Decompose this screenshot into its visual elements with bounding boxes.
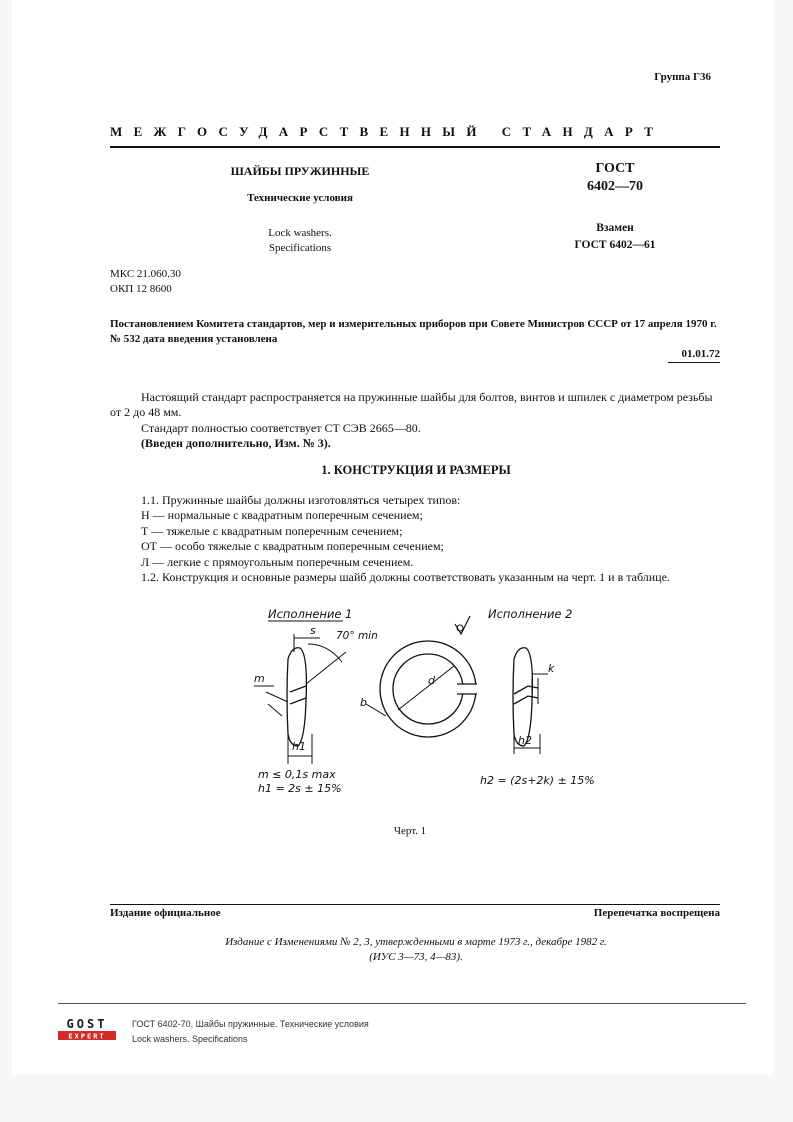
mks-code: МКС 21.060.30 xyxy=(110,268,181,280)
date-underline xyxy=(668,362,720,363)
amendments-line2: (ИУС 3—73, 4—83). xyxy=(369,951,463,963)
clause-1-2: 1.2. Конструкция и основные размеры шайб должны соответствовать указанным на черт. 1 и в таблице. xyxy=(141,570,670,584)
list-item: ОТ — особо тяжелые с квадратным поперечным сечением; xyxy=(141,539,444,554)
list-item: Т — тяжелые с квадратным поперечным сечением; xyxy=(141,523,403,538)
english-title xyxy=(200,226,400,256)
logo-top-text: GOST xyxy=(66,1017,108,1031)
washer-inner-circle xyxy=(393,654,463,724)
bottom-rule xyxy=(58,1003,746,1004)
footer-rule xyxy=(110,904,720,905)
dim-k-label: k xyxy=(548,662,555,675)
formula-m: m ≤ 0,1s max xyxy=(258,768,336,781)
dim-m-label: m xyxy=(254,672,265,685)
gost-expert-logo xyxy=(58,1017,116,1041)
angle-leader xyxy=(306,652,346,684)
intro-paragraph: Настоящий стандарт распространяется на пружинные шайбы для болтов, винтов и шпилек с диаметром резьбы от 2 до 48 мм. xyxy=(110,390,713,420)
dim-d-label: d xyxy=(428,674,435,687)
logo-bottom-text: EXPERT xyxy=(68,1032,106,1041)
section-heading: 1. КОНСТРУКЦИЯ И РАЗМЕРЫ xyxy=(321,463,511,477)
replaces-block xyxy=(540,220,690,254)
split-gap-mask xyxy=(453,684,477,694)
variant-1-label: Исполнение 1 xyxy=(268,607,353,621)
intro-compliance: Стандарт полностью соответствует СТ СЭВ 2665—80. xyxy=(141,421,421,435)
list-item: Л — легкие с прямоугольным поперечным сечением. xyxy=(141,554,414,569)
replaces-label: Взамен xyxy=(596,222,634,234)
bottom-line1: ГОСТ 6402-70, Шайбы пружинные. Технические условия xyxy=(132,1019,369,1029)
dim-h2-label: h2 xyxy=(518,734,532,747)
washer-drawing xyxy=(248,604,598,799)
figure-caption: Черт. 1 xyxy=(393,825,427,837)
formula-h2: h2 = (2s+2k) ± 15% xyxy=(480,774,595,787)
english-title-line1: Lock washers. xyxy=(268,227,332,239)
amendments-line1: Издание с Изменениями № 2, 3, утвержденными в марте 1973 г., декабре 1982 г. xyxy=(225,936,607,948)
standard-banner xyxy=(110,124,720,140)
list-item: Н — нормальные с квадратным поперечным сечением; xyxy=(141,508,423,523)
bent-tab-a xyxy=(514,686,538,694)
dim-s-label: s xyxy=(310,624,316,637)
bent-tab-b xyxy=(514,696,538,704)
dim-b-label: b xyxy=(360,696,367,709)
diameter-line xyxy=(398,666,454,710)
banner-left: МЕЖГОСУДАРСТВЕННЫЙ xyxy=(110,124,488,139)
reprint-note: Перепечатка воспрещена xyxy=(593,907,720,919)
english-title-line2: Specifications xyxy=(268,242,332,254)
dim-m-leader xyxy=(266,692,288,702)
doc-subtitle: Технические условия xyxy=(247,192,353,204)
list-item: 1.1. Пружинные шайбы должны изготовляться четырех типов: xyxy=(141,493,461,507)
formula-h1: h1 = 2s ± 15% xyxy=(258,782,342,795)
washer-side-view-1 xyxy=(287,648,306,746)
intro-amendment-note: (Введен дополнительно, Изм. № 3). xyxy=(141,436,331,450)
group-code: Группа Г36 xyxy=(654,71,711,83)
replaces-number: ГОСТ 6402—61 xyxy=(574,239,656,251)
banner-rule xyxy=(110,146,720,148)
banner-right: СТАНДАРТ xyxy=(501,124,665,139)
angle-label: 70° min xyxy=(336,630,378,642)
edition-note: Издание официальное xyxy=(110,907,221,919)
classification-codes xyxy=(110,267,181,297)
bottom-doc-info xyxy=(132,1017,369,1047)
gost-number: 6402—70 xyxy=(587,179,643,194)
amendments-note xyxy=(110,935,722,965)
bottom-line2: Lock washers. Specifications xyxy=(132,1034,248,1044)
variant-2-label: Исполнение 2 xyxy=(488,607,573,621)
types-list xyxy=(110,493,722,570)
gost-number-block xyxy=(540,160,690,196)
dim-h1-label: h1 xyxy=(292,740,306,753)
decree-text: Постановлением Комитета стандартов, мер и измерительных приборов при Совете Министров СССР от 17 апреля 1970 г. № 532 дата введения установлена xyxy=(110,318,717,345)
gost-label: ГОСТ xyxy=(595,161,635,176)
roughness-mark-icon xyxy=(455,616,470,634)
okp-code: ОКП 12 8600 xyxy=(110,283,172,295)
doc-title: ШАЙБЫ ПРУЖИННЫЕ xyxy=(230,164,370,178)
split-line-a xyxy=(290,686,306,692)
introduction-date: 01.01.72 xyxy=(681,348,720,360)
split-line-b xyxy=(290,698,306,704)
dim-m-leader-2 xyxy=(268,704,282,716)
